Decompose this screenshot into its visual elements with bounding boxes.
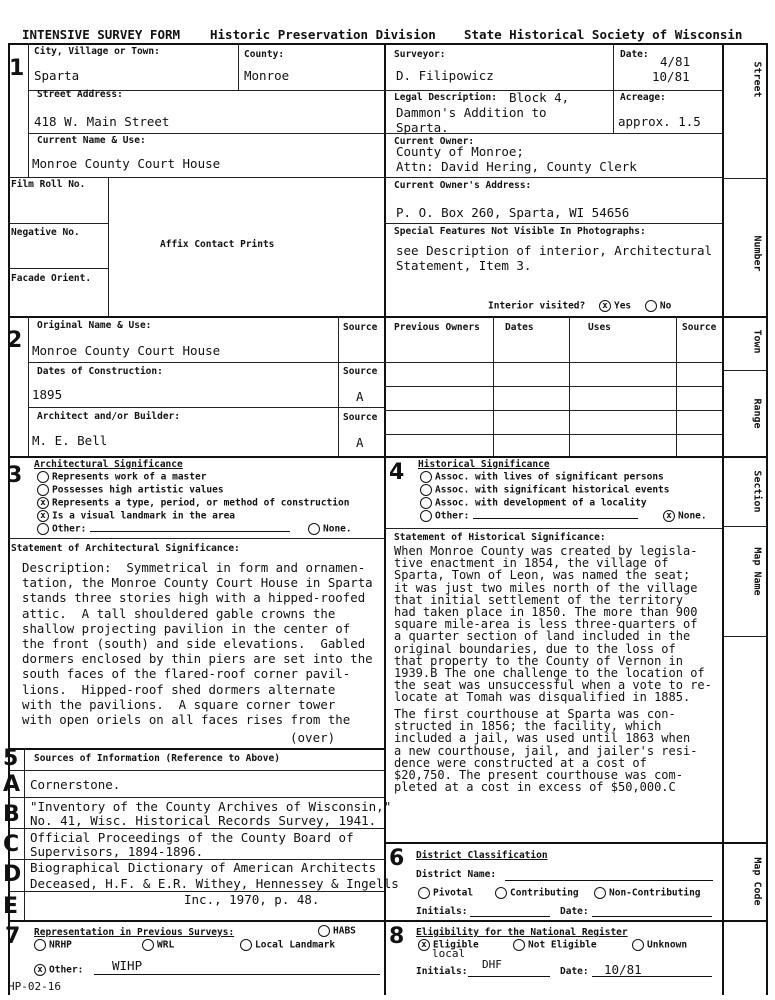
arch-option-type-label: Represents a type, period, or method of construction [52,497,350,509]
survey-other[interactable] [34,964,83,976]
section-number-4: 4 [389,460,405,485]
class-non-contributing-label: Non-Contributing [609,887,701,899]
source-letter-b: B [3,802,20,827]
survey-nrhp-label: NRHP [49,939,72,951]
acreage-label: Acreage: [620,92,666,103]
elig-eligible-label: Eligible [433,939,479,951]
arch-option-type[interactable] [37,497,349,509]
class-contributing[interactable] [495,887,579,899]
form-header [22,27,747,42]
section-number-1: 1 [9,56,25,81]
arch-option-artistic-label: Possesses high artistic values [52,484,224,496]
arch-option-type-radio[interactable]: x [37,497,49,509]
elig-initials-line[interactable] [468,976,550,977]
arch-option-landmark-radio[interactable]: x [37,510,49,522]
architect-value: M. E. Bell [32,433,108,448]
street-label: Street Address: [37,89,123,100]
side-label-number: Number [751,235,763,272]
class-contributing-radio[interactable] [495,887,507,899]
source-d-text-2: Deceased, H.F. & E.R. Withey, Hennessey & Ingells [30,876,399,891]
arch-option-none[interactable] [308,523,352,535]
arch-option-other[interactable] [37,523,290,535]
elig-eligible-radio[interactable]: x [418,939,430,951]
hist-option-events-radio[interactable] [420,484,432,496]
source-d-text-1: Biographical Dictionary of American Architects [30,860,377,875]
special-features-label: Special Features Not Visible In Photographs: [394,226,646,237]
source-label-1: Source [343,322,378,333]
district-name-label: District Name: [416,869,497,880]
hist-statement-label: Statement of Historical Significance: [394,532,606,543]
legal-value-3: Sparta. [396,120,449,135]
previous-dates-header: Dates [505,322,534,333]
date-label: Date: [620,49,649,60]
interior-visited-label: Interior visited? [488,300,586,312]
district-date-label: Date: [560,906,589,917]
hist-option-persons-radio[interactable] [420,471,432,483]
arch-option-landmark[interactable] [37,510,235,522]
district-name-line[interactable] [505,880,713,881]
sources-title: Sources of Information (Reference to Above) [34,753,280,764]
source-a-text: Cornerstone. [30,777,121,792]
source-letter-c: C [3,832,20,857]
interior-no-label: No [659,300,672,312]
elig-not-eligible-label: Not Eligible [528,939,597,951]
owner-value-1: County of Monroe; [396,144,524,159]
district-classification-title: District Classification [416,850,548,861]
hist-option-persons[interactable] [420,471,664,483]
hist-statement-text-2: The first courthouse at Sparta was con- structed in 1856; the facility, which included a jail, was used until 1863 when a new courthouse, jail, and jailer's resi- dence were constructed at a cost of $20,750. The present courthouse was com- pleted at a cost in excess of $50,000.C [394,707,698,795]
hist-option-events[interactable] [420,484,670,496]
elig-unknown-label: Unknown [647,939,688,951]
section-number-2: 2 [7,328,23,353]
owner-address-value: P. O. Box 260, Sparta, WI 54656 [396,205,630,220]
original-name-value: Monroe County Court House [32,343,221,358]
county-value: Monroe [244,68,290,83]
class-pivotal-radio[interactable] [418,887,430,899]
acreage-value: approx. 1.5 [618,114,701,129]
film-roll-label: Film Roll No. [11,179,86,190]
over-note: (over) [290,730,336,745]
construction-dates-label: Dates of Construction: [37,366,163,377]
class-pivotal[interactable] [418,887,473,899]
survey-nrhp[interactable] [34,939,72,951]
hist-option-events-label: Assoc. with significant historical events [435,484,670,496]
survey-other-value: WIHP [112,958,143,973]
survey-habs[interactable] [318,925,356,937]
hist-statement-text-1: When Monroe County was created by legisla- tive enactment in 1854, the village of Sparta, Town of Leon, was named the seat; it was just two miles north of the village that initial settlement of the territory had taken place in 1850. The more than 900 square mile-area is less three-quarters of a quarter section of land included in the original boundaries, due to the loss of that property to the County of Vernon in 1939.B The one challenge to the location of the seat was unsuccessful when a vote to re- locate at Tomah was disqualified in 1885. [394,544,712,705]
society-name: State Historical Society of Wisconsin [464,27,743,42]
side-label-street: Street [751,61,763,98]
survey-wrl-radio[interactable] [142,939,154,951]
elig-local-note: local [432,947,466,960]
owner-address-label: Current Owner's Address: [394,180,532,191]
previous-uses-header: Uses [588,322,611,333]
source-b-text-2: No. 41, Wisc. Historical Records Survey, 1941. [30,813,377,828]
survey-other-line[interactable] [94,974,380,975]
hist-option-persons-label: Assoc. with lives of significant persons [435,471,664,483]
source-label-2: Source [343,366,378,377]
current-name-value: Monroe County Court House [32,156,221,171]
elig-initials-value: DHF [482,958,502,971]
construction-dates-value: 1895 [32,387,63,402]
survey-local-landmark-radio[interactable] [240,939,252,951]
hist-option-locality-label: Assoc. with development of a locality [435,497,647,509]
interior-yes-radio[interactable]: x [599,300,611,312]
special-features-value-1: see Description of interior, Architectural [396,243,713,258]
interior-yes-label: Yes [613,300,632,312]
side-label-town: Town [751,329,763,354]
district-initials-label: Initials: [416,906,468,917]
survey-wrl[interactable] [142,939,174,951]
owner-value-2: Attn: David Hering, County Clerk [396,159,637,174]
hist-option-locality-radio[interactable] [420,497,432,509]
county-label: County: [244,49,285,60]
street-value: 418 W. Main Street [34,114,170,129]
legal-value-2: Dammon's Addition to [396,105,547,120]
hist-option-none-radio[interactable]: x [663,510,675,522]
architect-source: A [356,435,364,450]
arch-option-master[interactable] [37,471,206,483]
city-label: City, Village or Town: [34,46,160,57]
elig-unknown[interactable] [632,939,687,951]
elig-not-eligible-radio[interactable] [513,939,525,951]
legal-label: Legal Description: [394,92,497,103]
negative-label: Negative No. [11,227,80,238]
arch-option-landmark-label: Is a visual landmark in the area [52,510,236,522]
hist-option-locality[interactable] [420,497,647,509]
source-letter-e: E [3,894,19,919]
arch-option-artistic[interactable] [37,484,224,496]
affix-prints-label: Affix Contact Prints [160,239,275,250]
legal-value-1: Block 4, [509,90,570,105]
construction-dates-source: A [356,389,364,404]
eligibility-title: Eligibility for the National Register [416,927,628,938]
current-name-label: Current Name & Use: [37,135,146,146]
source-c-text-1: Official Proceedings of the County Board of [30,830,354,845]
previous-source-header: Source [682,322,717,333]
district-date-line[interactable] [592,916,712,917]
previous-owners-header: Previous Owners [394,322,480,333]
original-name-label: Original Name & Use: [37,320,152,331]
side-label-range: Range [751,398,763,429]
source-letter-d: D [3,862,22,887]
date-value-1: 4/81 [660,54,691,69]
historical-significance-title: Historical Significance [418,459,550,470]
section-number-3: 3 [7,463,23,488]
section-number-8: 8 [389,924,405,949]
hist-option-other-radio[interactable] [420,510,432,522]
arch-option-master-label: Represents work of a master [52,471,207,483]
elig-initials-label: Initials: [416,966,468,977]
side-label-map-name: Map Name [751,547,763,596]
survey-habs-label: HABS [333,925,356,937]
interior-visited [488,300,671,312]
source-d-text-3: Inc., 1970, p. 48. [184,892,320,907]
architectural-significance-title: Architectural Significance [34,459,183,470]
special-features-value-2: Statement, Item 3. [396,258,532,273]
survey-local-landmark[interactable] [240,939,335,951]
owner-label: Current Owner: [394,136,475,147]
survey-habs-radio[interactable] [318,925,330,937]
arch-option-other-radio[interactable] [37,523,49,535]
previous-surveys-title: Representation in Previous Surveys: [34,927,235,938]
architect-label: Architect and/or Builder: [37,411,180,422]
arch-option-none-label: None. [323,523,352,535]
source-letter-a: A [3,772,21,797]
arch-option-master-radio[interactable] [37,471,49,483]
source-b-text-1: "Inventory of the County Archives of Wisconsin," [30,799,392,814]
source-c-text-2: Supervisors, 1894-1896. [30,844,204,859]
side-label-map-code: Map Code [751,857,763,906]
survey-wrl-label: WRL [157,939,175,951]
elig-date-label: Date: [560,966,589,977]
hist-option-other[interactable] [420,510,638,522]
elig-date-line[interactable] [592,976,712,977]
arch-statement-text: Description: Symmetrical in form and ornamen- tation, the Monroe County Court House in Sparta stands three stories high with a hipped-roofed attic. A tall shouldered gable crowns the shallow projecting pavilion in the center of the front (south) and side elevations. Gabled dormers enclosed by thin piers are set into the south faces of the flared-roof corner pavil- lions. Hipped-roof shed dormers alternate with the pavilions. A square corner tower with open oriels on all faces rises from the [22,560,373,728]
district-initials-line[interactable] [470,916,550,917]
arch-option-none-radio[interactable] [308,523,320,535]
elig-date-value: 10/81 [604,962,642,977]
city-value: Sparta [34,68,80,83]
arch-option-other-label: Other: [52,523,87,535]
surveyor-value: D. Filipowicz [396,68,494,83]
source-label-3: Source [343,412,378,423]
survey-other-label: Other: [49,964,84,976]
arch-option-artistic-radio[interactable] [37,484,49,496]
surveyor-label: Surveyor: [394,49,446,60]
division-name: Historic Preservation Division [210,27,436,42]
facade-label: Facade Orient. [11,273,92,284]
class-non-contributing-radio[interactable] [594,887,606,899]
elig-unknown-radio[interactable] [632,939,644,951]
interior-no-radio[interactable] [645,300,657,312]
hist-option-none[interactable] [663,510,707,522]
arch-statement-label: Statement of Architectural Significance: [11,543,240,554]
survey-local-landmark-label: Local Landmark [255,939,336,951]
form-title: INTENSIVE SURVEY FORM [22,27,181,42]
date-value-2: 10/81 [652,69,690,84]
section-number-6: 6 [389,846,405,871]
survey-other-radio[interactable]: x [34,964,46,976]
hist-option-other-label: Other: [435,510,470,522]
elig-not-eligible[interactable] [513,939,597,951]
class-pivotal-label: Pivotal [433,887,474,899]
hist-option-none-label: None. [678,510,707,522]
form-code: HP-02-16 [8,980,61,993]
class-non-contributing[interactable] [594,887,701,899]
side-label-section: Section [751,470,763,513]
survey-nrhp-radio[interactable] [34,939,46,951]
section-number-5: 5 [3,746,19,771]
class-contributing-label: Contributing [510,887,579,899]
section-number-7: 7 [5,924,21,949]
